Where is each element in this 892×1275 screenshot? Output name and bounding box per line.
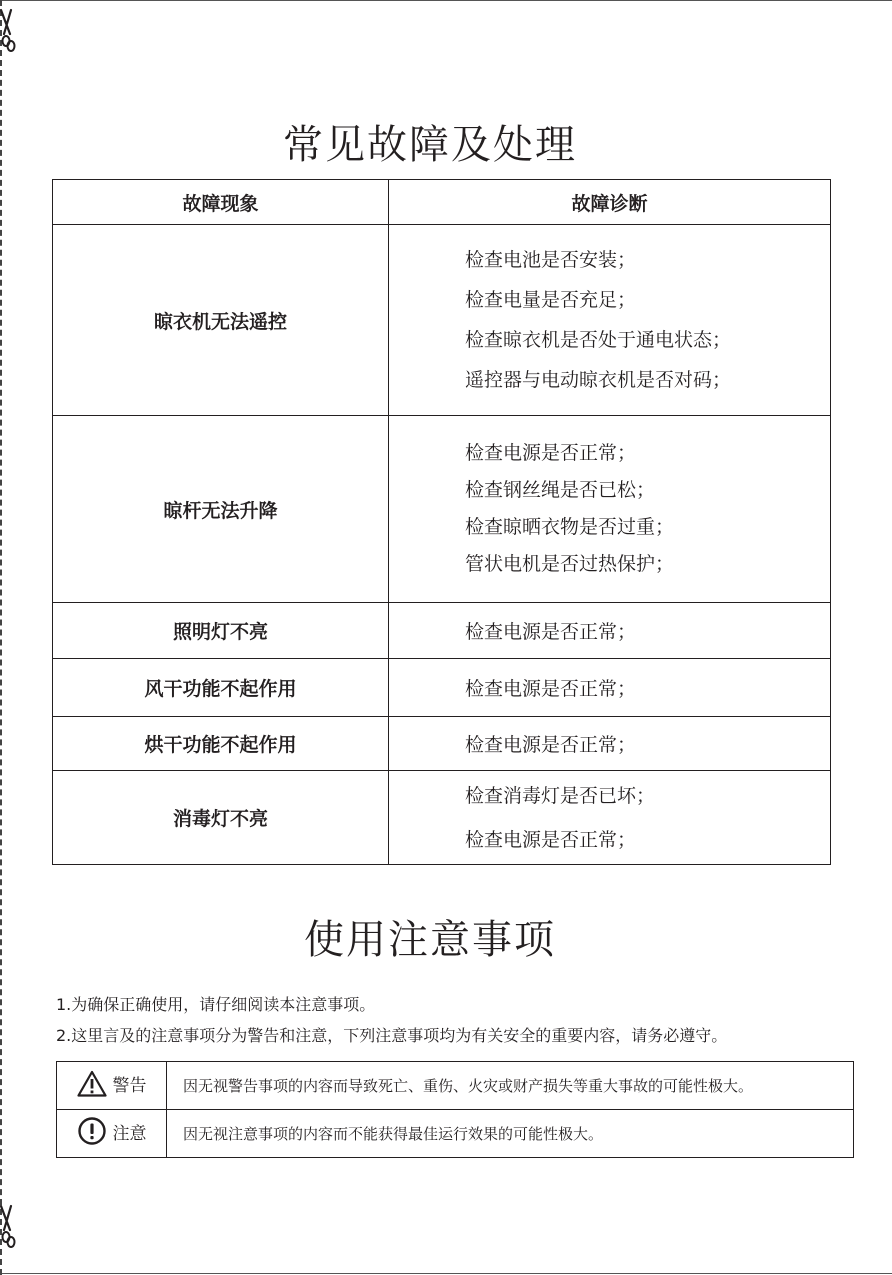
legend-row-warning <box>57 1062 854 1110</box>
legend-label: 警告 <box>112 1075 147 1096</box>
diagnosis-line: 检查消毒灯是否已坏； <box>465 784 656 807</box>
diagnosis-line: 检查晾衣机是否处于通电状态； <box>465 329 732 351</box>
precaution-note: 2.这里言及的注意事项分为警告和注意，下列注意事项均为有关安全的重要内容，请务必遵守。 <box>56 1026 728 1045</box>
scissors-icon <box>0 1204 18 1248</box>
diagnosis-cell <box>389 416 831 603</box>
troubleshooting-table <box>52 179 831 865</box>
diagnosis-header: 故障诊断 <box>389 180 831 225</box>
table-row <box>53 603 831 659</box>
diagnosis-line: 检查电源是否正常； <box>465 828 637 851</box>
table-row <box>53 771 831 865</box>
symptom-cell: 烘干功能不起作用 <box>53 717 389 771</box>
diagnosis-line: 检查电量是否充足； <box>465 289 637 311</box>
table-row <box>53 225 831 416</box>
legend-label-cell <box>57 1110 167 1158</box>
diagnosis-line: 检查钢丝绳是否已松； <box>465 479 656 501</box>
symptom-cell: 晾衣机无法遥控 <box>53 225 389 416</box>
diagnosis-cell <box>389 603 831 659</box>
diagnosis-cell <box>389 771 831 865</box>
troubleshooting-title: 常见故障及处理 <box>283 122 577 168</box>
table-row <box>53 659 831 717</box>
warning-triangle-icon <box>77 1070 107 1097</box>
precautions-title: 使用注意事项 <box>304 917 556 963</box>
diagnosis-line: 检查电源是否正常； <box>465 442 637 464</box>
symptom-cell: 晾杆无法升降 <box>53 416 389 603</box>
symptom-cell: 照明灯不亮 <box>53 603 389 659</box>
table-header-row <box>53 180 831 225</box>
diagnosis-line: 检查电源是否正常； <box>465 678 637 700</box>
diagnosis-line: 检查电池是否安装； <box>465 249 637 271</box>
diagnosis-cell <box>389 717 831 771</box>
precaution-note: 1.为确保正确使用，请仔细阅读本注意事项。 <box>56 995 376 1014</box>
diagnosis-line: 遥控器与电动晾衣机是否对码； <box>465 369 732 391</box>
top-border <box>0 0 892 1</box>
legend-text: 因无视注意事项的内容而不能获得最佳运行效果的可能性极大。 <box>167 1110 854 1158</box>
cut-line <box>0 0 2 1275</box>
diagnosis-line: 检查电源是否正常； <box>465 621 637 643</box>
table-row <box>53 416 831 603</box>
diagnosis-cell <box>389 659 831 717</box>
symptom-cell: 风干功能不起作用 <box>53 659 389 717</box>
table-row <box>53 717 831 771</box>
symptom-header: 故障现象 <box>53 180 389 225</box>
legend-row-caution <box>57 1110 854 1158</box>
diagnosis-line: 检查晾晒衣物是否过重； <box>465 516 675 538</box>
diagnosis-cell <box>389 225 831 416</box>
scissors-icon <box>0 8 18 52</box>
legend-table <box>56 1061 854 1158</box>
symptom-cell: 消毒灯不亮 <box>53 771 389 865</box>
legend-text: 因无视警告事项的内容而导致死亡、重伤、火灾或财产损失等重大事故的可能性极大。 <box>167 1062 854 1110</box>
diagnosis-line: 检查电源是否正常； <box>465 734 637 756</box>
bottom-border <box>0 1273 892 1274</box>
diagnosis-line: 管状电机是否过热保护； <box>465 553 675 575</box>
caution-circle-icon <box>77 1116 107 1146</box>
legend-label-cell <box>57 1062 167 1110</box>
legend-label: 注意 <box>112 1123 147 1144</box>
